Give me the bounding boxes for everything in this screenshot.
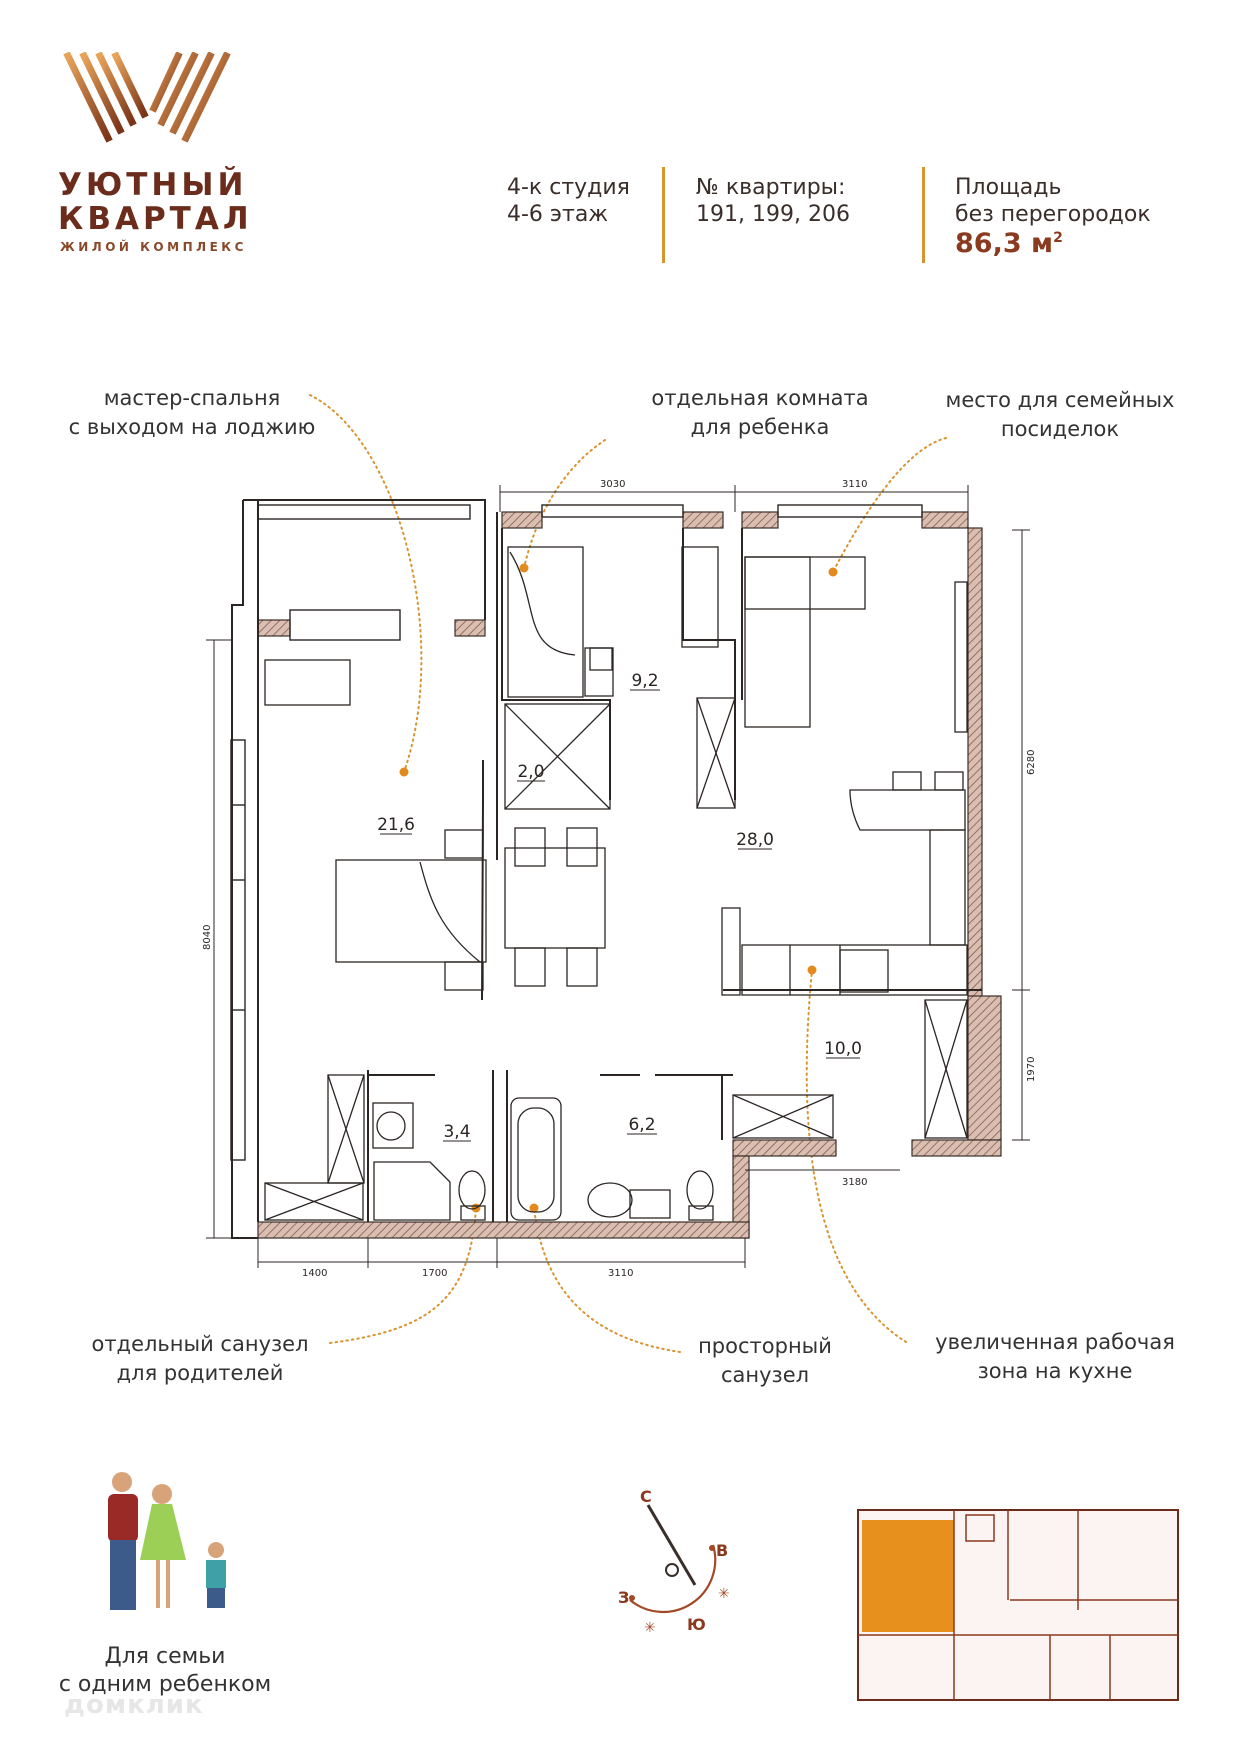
furniture <box>265 547 967 1220</box>
apartment-numbers-value: 191, 199, 206 <box>696 202 850 227</box>
key-plan-highlighted-unit <box>862 1520 954 1632</box>
sun-icon: ✳ <box>718 1586 730 1602</box>
callout-child-room: отдельная комната для ребенка <box>651 386 869 439</box>
apartment-numbers-label: № квартиры: <box>696 175 846 200</box>
area-label: Площадь <box>955 175 1062 200</box>
dim-left: 8040 <box>202 924 213 950</box>
watermark: домклик <box>64 1690 204 1720</box>
dim-bottom-1: 1400 <box>302 1268 328 1279</box>
brand-name-line2: КВАРТАЛ <box>58 201 253 237</box>
apartment-floor: 4-6 этаж <box>507 202 609 227</box>
area-child-room: 9,2 <box>631 671 659 691</box>
compass-north: С <box>640 1487 652 1506</box>
area-label-2: без перегородок <box>955 202 1151 227</box>
family-icon <box>108 1472 226 1610</box>
area-bath-large: 6,2 <box>628 1115 656 1135</box>
wall-outlines <box>232 500 982 1238</box>
dim-top-right: 3110 <box>842 479 868 490</box>
compass-south: Ю <box>687 1615 706 1634</box>
dim-top-left: 3030 <box>600 479 626 490</box>
callout-leaders <box>310 395 946 1352</box>
callout-parents-bathroom: отдельный санузел для родителей <box>91 1332 309 1385</box>
area-value-text: 86,3 м <box>955 228 1054 259</box>
compass-east: В <box>716 1541 729 1560</box>
callout-kitchen: увеличенная рабочая зона на кухне <box>935 1330 1175 1383</box>
brand-name-line1: УЮТНЫЙ <box>58 167 248 203</box>
sun-icon: ✳ <box>644 1620 656 1636</box>
callout-master-bedroom: мастер-спальня с выходом на лоджию <box>68 386 316 439</box>
dim-hall: 3180 <box>842 1177 868 1188</box>
room-areas <box>377 671 862 1142</box>
callout-large-bathroom: просторный санузел <box>698 1334 832 1387</box>
callout-dots <box>400 564 838 1213</box>
callout-family-area: место для семейных посиделок <box>945 388 1175 441</box>
family-caption: Для семьи с одним ребенком <box>58 1644 272 1697</box>
area-closet: 2,0 <box>517 762 545 782</box>
apartment-type-line1: 4-к студия <box>507 175 630 200</box>
area-bath-small: 3,4 <box>443 1122 471 1142</box>
area-unit-sup: 2 <box>1053 230 1063 246</box>
key-plan <box>858 1510 1178 1700</box>
area-living: 28,0 <box>736 830 774 850</box>
room-area-underlines <box>380 690 860 1141</box>
dim-right-upper: 6280 <box>1026 749 1037 775</box>
area-hall: 10,0 <box>824 1039 862 1059</box>
compass-west: З <box>618 1588 630 1607</box>
area-master-bedroom: 21,6 <box>377 815 415 835</box>
dimension-labels <box>202 479 1037 1279</box>
compass-icon <box>629 1505 715 1612</box>
dim-bottom-3: 3110 <box>608 1268 634 1279</box>
dimension-lines <box>206 485 1030 1268</box>
brand-subtitle: ЖИЛОЙ КОМПЛЕКС <box>60 240 247 254</box>
dim-bottom-2: 1700 <box>422 1268 448 1279</box>
dim-right-lower: 1970 <box>1026 1056 1037 1082</box>
windows <box>231 505 922 1160</box>
